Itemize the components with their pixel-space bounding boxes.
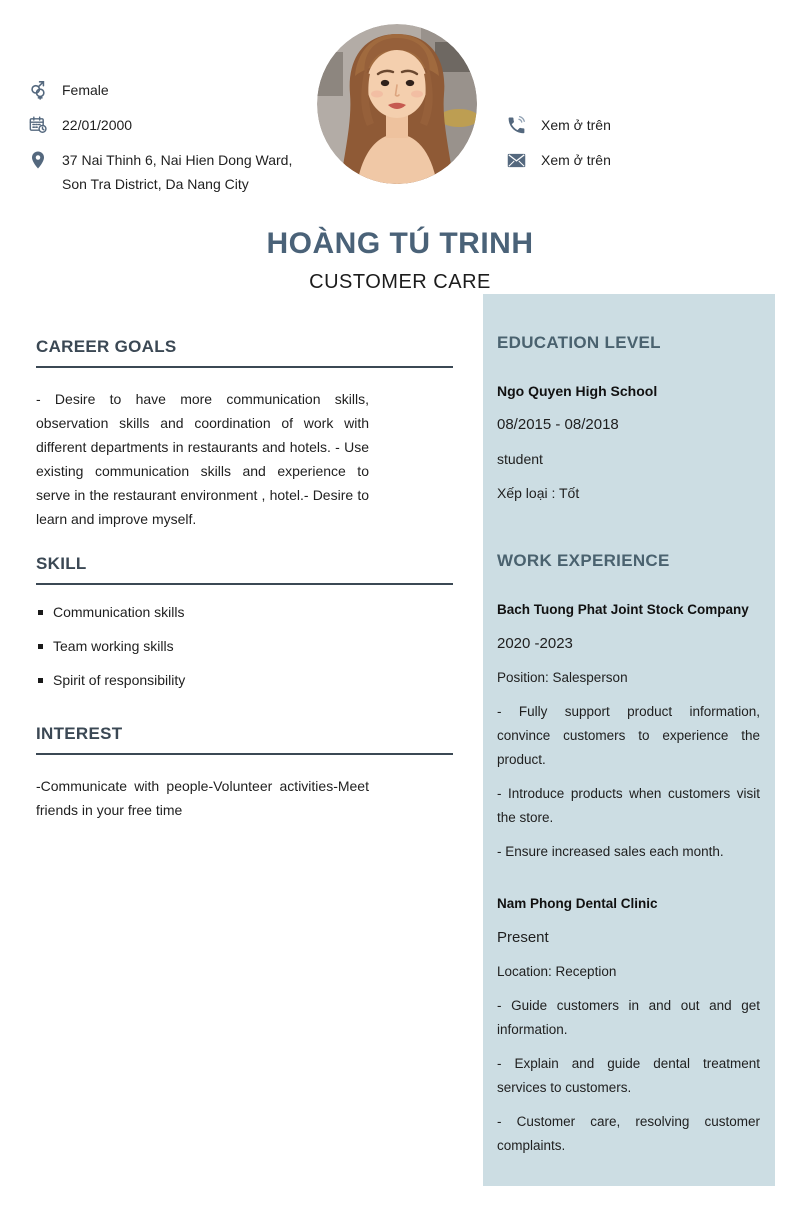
job-period: Present <box>497 929 549 946</box>
education-period: 08/2015 - 08/2018 <box>497 416 619 433</box>
job-period: 2020 -2023 <box>497 635 573 652</box>
phone-icon <box>505 113 527 137</box>
education-school: Ngo Quyen High School <box>497 383 658 399</box>
list-item <box>36 634 453 658</box>
email-row <box>505 148 755 172</box>
contact-info-right <box>505 113 755 183</box>
skill-label: Spirit of responsibility <box>53 672 186 688</box>
job-role: Location: Reception <box>497 964 617 979</box>
birthday-row <box>28 113 318 137</box>
page-title-name: HOÀNG TÚ TRINH <box>266 227 534 260</box>
list-item <box>36 668 453 692</box>
mail-icon <box>505 148 527 172</box>
job-bullet: - Fully support product information, convince customers to experience the product. <box>497 704 760 767</box>
skill-label: Communication skills <box>53 604 185 620</box>
bullet-square-icon <box>38 610 43 615</box>
career-goals-heading: CAREER GOALS <box>36 337 177 356</box>
job-company: Nam Phong Dental Clinic <box>497 896 658 911</box>
job-entry <box>497 892 760 1158</box>
list-item <box>36 600 453 624</box>
section-interest <box>36 723 453 822</box>
profile-photo <box>317 24 477 184</box>
gender-value: Female <box>62 82 109 98</box>
gender-icon <box>28 78 48 102</box>
job-company: Bach Tuong Phat Joint Stock Company <box>497 602 749 617</box>
birthday-value: 22/01/2000 <box>62 117 133 133</box>
education-role: student <box>497 451 543 467</box>
bullet-square-icon <box>38 678 43 683</box>
interest-body: -Communicate with people-Volunteer activities-Meet friends in your free time <box>36 778 369 818</box>
profile-photo-illustration <box>317 24 477 184</box>
bullet-square-icon <box>38 644 43 649</box>
section-divider <box>36 583 453 585</box>
job-bullet: - Customer care, resolving customer complaints. <box>497 1114 760 1153</box>
address-value: 37 Nai Thinh 6, Nai Hien Dong Ward, Son Tra District, Da Nang City <box>62 152 293 192</box>
job-bullet: - Guide customers in and out and get information. <box>497 998 760 1037</box>
job-entry <box>497 598 760 864</box>
phone-value: Xem ở trên <box>541 117 611 133</box>
job-bullet: - Explain and guide dental treatment services to customers. <box>497 1056 760 1095</box>
education-heading: EDUCATION LEVEL <box>497 333 661 352</box>
section-career-goals <box>36 336 453 531</box>
section-divider <box>36 753 453 755</box>
location-icon <box>28 148 48 172</box>
section-education <box>497 332 760 505</box>
skill-list <box>36 600 453 692</box>
right-panel <box>483 294 775 1186</box>
section-work-experience <box>497 550 760 1158</box>
job-title: CUSTOMER CARE <box>309 271 491 293</box>
education-grade: Xếp loại : Tốt <box>497 485 580 501</box>
section-divider <box>36 366 453 368</box>
career-goals-body: - Desire to have more communication skills, observation skills and coordination of work with different departments in restaurants and hotels. - Use existing communication skills and experience to serve in the restaurant environment , hotel.- Desire to learn and improve myself. <box>36 391 369 527</box>
interest-heading: INTEREST <box>36 724 123 743</box>
skill-label: Team working skills <box>53 638 174 654</box>
job-bullet: - Introduce products when customers visit the store. <box>497 786 760 825</box>
left-column <box>36 336 453 822</box>
job-role: Position: Salesperson <box>497 670 628 685</box>
phone-row <box>505 113 755 137</box>
work-experience-heading: WORK EXPERIENCE <box>497 551 670 570</box>
calendar-icon <box>28 113 48 137</box>
skill-heading: SKILL <box>36 554 87 573</box>
section-skill <box>36 553 453 692</box>
email-value: Xem ở trên <box>541 152 611 168</box>
address-row <box>28 148 318 196</box>
contact-info-left <box>28 78 318 207</box>
gender-row <box>28 78 318 102</box>
job-bullet: - Ensure increased sales each month. <box>497 844 724 859</box>
